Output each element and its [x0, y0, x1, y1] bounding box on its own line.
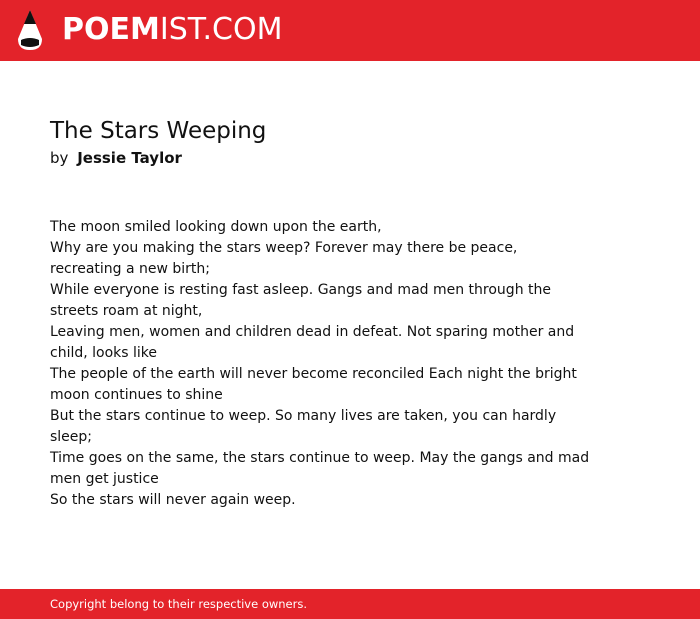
poem-line: So the stars will never again weep.: [50, 492, 296, 508]
poem-title: The Stars Weeping: [50, 118, 267, 144]
poem-content: [50, 116, 610, 511]
by-label: by: [50, 149, 69, 167]
poem-body: [50, 217, 590, 511]
author-name: Jessie Taylor: [77, 149, 182, 167]
poem-line: While everyone is resting fast asleep. Gangs and mad men through the streets roam at night,: [50, 282, 551, 319]
poem-line: But the stars continue to weep. So many lives are taken, you can hardly sleep;: [50, 408, 557, 445]
poem-byline: [50, 147, 610, 169]
poem-line: The moon smiled looking down upon the earth,: [50, 219, 382, 235]
poem-line: Why are you making the stars weep? Forever may there be peace, recreating a new birth;: [50, 240, 518, 277]
logo-text-bold: POEM: [62, 12, 160, 47]
poem-line: Time goes on the same, the stars continue to weep. May the gangs and mad men get justice: [50, 450, 590, 487]
site-header: [0, 0, 700, 61]
site-footer: [0, 589, 700, 619]
logo-text-light: IST.COM: [159, 12, 283, 47]
poem-line: Leaving men, women and children dead in defeat. Not sparing mother and child, looks like: [50, 324, 575, 361]
pencil-icon[interactable]: [16, 9, 44, 51]
poem-line: The people of the earth will never become reconciled Each night the bright moon continues to shine: [50, 366, 577, 403]
copyright-text: Copyright belong to their respective owners.: [50, 597, 308, 611]
site-logo[interactable]: [62, 12, 282, 48]
